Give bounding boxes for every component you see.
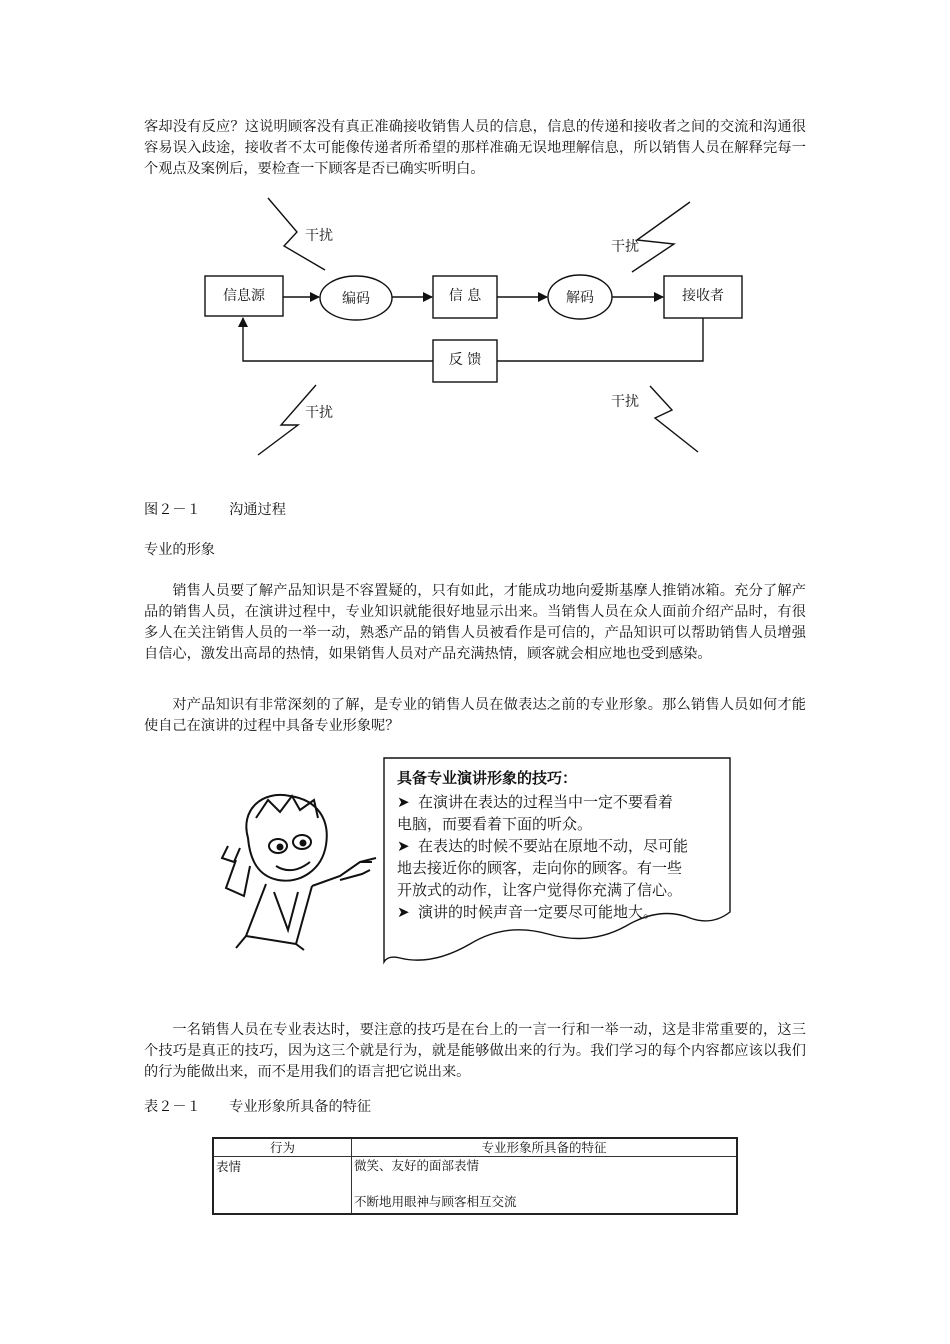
feature-line-2: 不断地用眼神与顾客相互交流	[354, 1194, 517, 1209]
cartoon-presenter-icon	[222, 795, 376, 950]
feedback-label: 反 馈	[448, 352, 482, 368]
tip-arrow-3: ➤	[397, 903, 410, 921]
noise-label-2: 干扰	[611, 239, 639, 255]
feature-spacer	[354, 1175, 734, 1193]
table-row	[213, 1157, 737, 1215]
tips-title: 具备专业演讲形象的技巧：	[397, 769, 578, 787]
tip-2-line-3: 开放式的动作，让客户觉得你充满了信心。	[397, 881, 683, 899]
tip-3-line-1: 演讲的时候声音一定要尽可能地大。	[418, 903, 659, 921]
receiver-label: 接收者	[682, 288, 724, 304]
paragraph-communication: 客却没有反应？这说明顾客没有真正准确接收销售人员的信息，信息的传递和接收者之间的交流和沟通很容易误入歧途，接收者不太可能像传递者所希望的那样准确无误地理解信息，所以销售人员在解释完每一个观点及案例后，要检查一下顾客是否已确实听明白。	[144, 119, 806, 177]
paragraph-presentation-skills: 一名销售人员在专业表达时，要注意的技巧是在台上的一言一行和一举一动，这是非常重要的，这三个技巧是真正的技巧，因为这三个就是行为，就是能够做出来的行为。我们学习的每个内容都应该以我们的行为能做出来，而不是用我们的语言把它说出来。	[144, 1022, 806, 1080]
tip-1-line-2: 电脑，而要看着下面的听众。	[397, 815, 593, 833]
table-header-row	[213, 1138, 737, 1157]
section-heading: 专业的形象	[144, 542, 215, 558]
paragraph-professional-image: 对产品知识有非常深刻的了解，是专业的销售人员在做表达之前的专业形象。那么销售人员如何才能使自己在演讲的过程中具备专业形象呢？	[144, 697, 806, 734]
figure-caption: 图２－１ 沟通过程	[144, 502, 286, 518]
tip-2-line-1: 在表达的时候不要站在原地不动，尽可能	[418, 837, 689, 855]
table-header-behavior: 行为	[213, 1138, 352, 1157]
table-header-feature: 专业形象所具备的特征	[352, 1138, 738, 1157]
noise-label-1: 干扰	[305, 228, 333, 244]
decode-label: 解码	[566, 290, 594, 306]
table-caption: 表２－１ 专业形象所具备的特征	[144, 1099, 372, 1115]
table-cell-behavior: 表情	[213, 1157, 352, 1215]
tip-2-line-2: 地去接近你的顾客，走向你的顾客。有一些	[397, 859, 683, 877]
source-label: 信息源	[223, 288, 265, 304]
message-label: 信 息	[448, 288, 482, 304]
tip-1-line-1: 在演讲在表达的过程当中一定不要看着	[418, 793, 674, 811]
noise-label-4: 干扰	[611, 394, 639, 410]
tip-arrow-1: ➤	[397, 793, 410, 811]
paragraph-product-knowledge: 销售人员要了解产品知识是不容置疑的，只有如此，才能成功地向爱斯基摩人推销冰箱。充分了解产品的销售人员，在演讲过程中，专业知识就能很好地显示出来。当销售人员在众人面前介绍产品时，有很多人在关注销售人员的一举一动，熟悉产品的销售人员被看作是可信的，产品知识可以帮助销售人员增强自信心，激发出高昂的热情，如果销售人员对产品充满热情，顾客就会相应地也受到感染。	[144, 583, 806, 662]
feature-line-1: 微笑、友好的面部表情	[354, 1158, 480, 1173]
table-cell-feature	[352, 1157, 738, 1215]
tip-arrow-2: ➤	[397, 837, 410, 855]
feature-table	[212, 1137, 738, 1215]
noise-label-3: 干扰	[305, 405, 333, 421]
encode-label: 编码	[342, 291, 370, 307]
